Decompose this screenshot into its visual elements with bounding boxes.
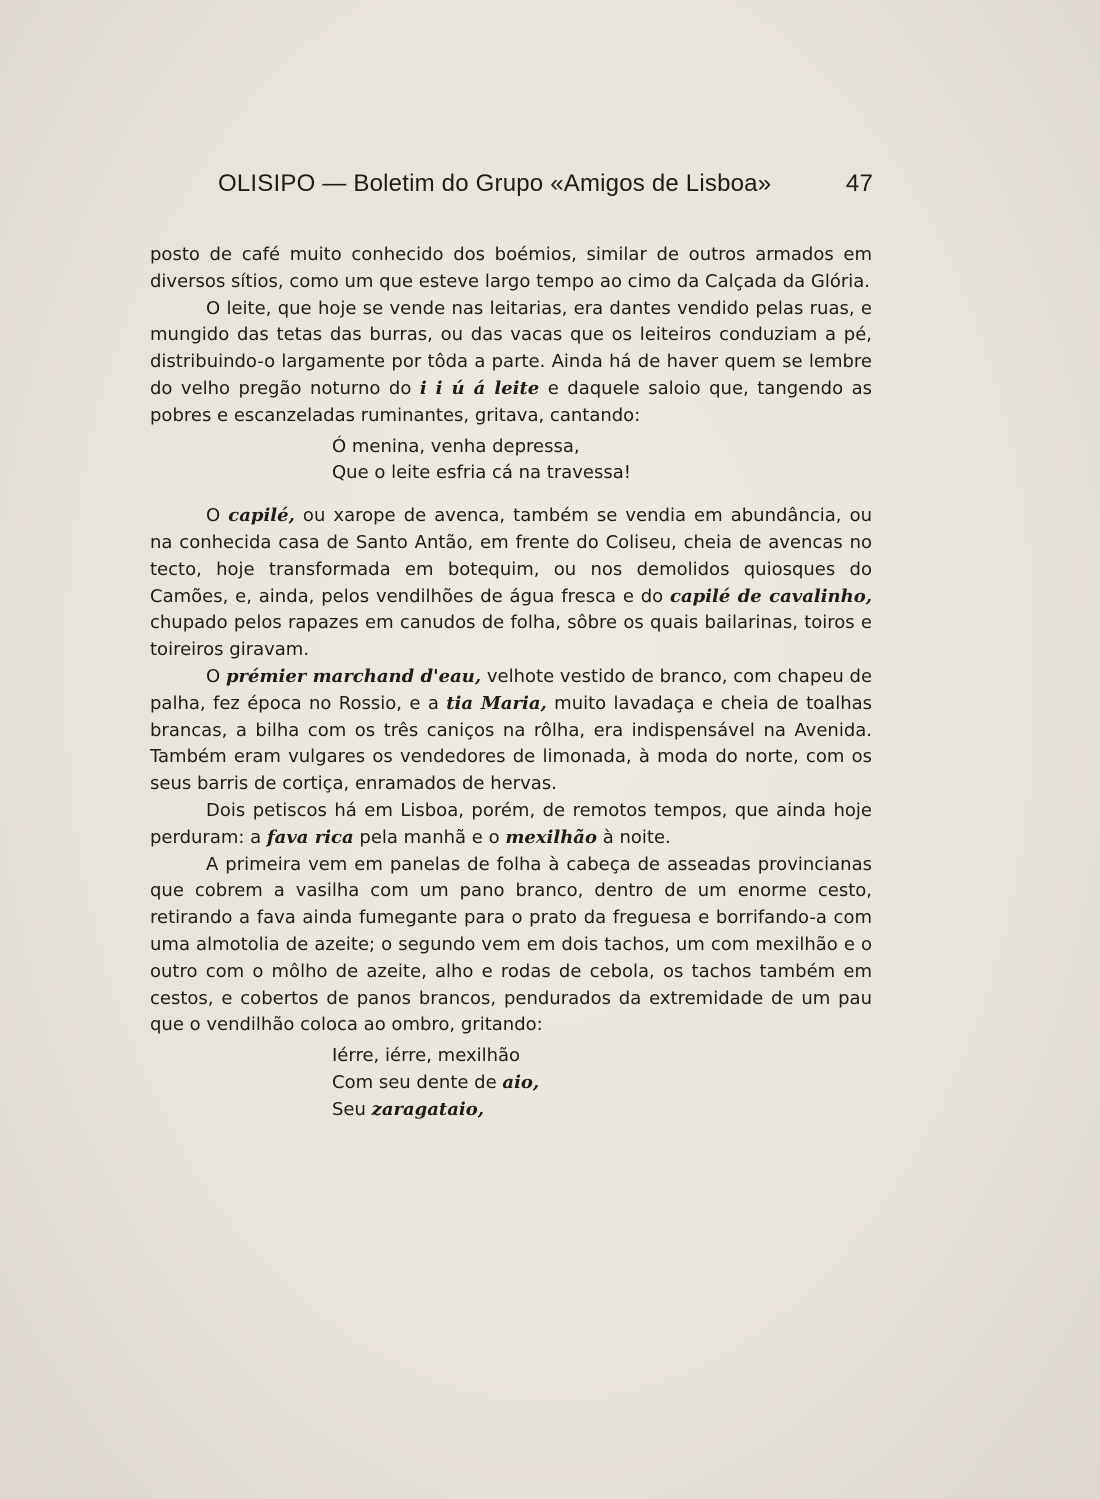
paragraph-3-italic-1: capilé, xyxy=(228,505,295,527)
paragraph-6: A primeira vem em panelas de folha à cabeça de asseadas provincianas que cobrem a vasilha com um pano branco, dentro de um enorme cesto, retirando a fava ainda fumegante para o prato da freguesa e borrifando-a com uma almotolia de azeite; o segundo vem em dois tachos, um com mexilhão e o outro com o môlho de azeite, alho e rodas de cebola, os tachos também em cestos, e cobertos de panos brancos, pendurados da extremidade de um pau que o vendilhão coloca ao ombro, gritando: xyxy=(150,853,872,1036)
paragraph-3-text-b: ou xarope de avenca, também se vendia em abundância, ou na conhecida casa de Santo Antão, em frente do Coliseu, cheia de avencas no tecto, hoje transformada em botequim, ou nos demolidos quiosques do Camões, e, ainda, pelos vendilhões de água fresca e do xyxy=(150,505,873,607)
paragraph-5-text-b: pela manhã e o xyxy=(353,826,506,848)
verse-2-line-2 xyxy=(332,1070,872,1097)
paragraph-5-text-c: à noite. xyxy=(596,826,671,848)
verse-2-line-1: Iérre, iérre, mexilhão xyxy=(332,1045,521,1067)
verse-2-line-3-italic: zaragataio, xyxy=(371,1098,485,1120)
paragraph-4-text-a: O xyxy=(206,665,226,687)
body-text xyxy=(150,242,872,1124)
paragraph-4-text-c: muito lavadaça e cheia de toalhas brancas, a bilha com os três caniços na rôlha, era indispensável na Avenida. Também eram vulgares os vendedores de limonada, à moda do norte, com os seus barris de cortiça, enramados de hervas. xyxy=(150,692,873,795)
verse-1-line-1: Ó menina, venha depressa, xyxy=(332,435,580,457)
paragraph-2 xyxy=(150,296,872,430)
paragraph-3-text-c: chupado pelos rapazes em canudos de folha, sôbre os quais bailarinas, toiros e toireiros giravam. xyxy=(150,612,872,661)
running-header xyxy=(218,170,873,198)
paragraph-4-italic-1: prémier marchand d'eau, xyxy=(225,665,482,687)
verse-1-line-2: Que o leite esfria cá na travessa! xyxy=(332,462,632,484)
paragraph-4-italic-2: tia Maria, xyxy=(446,692,547,714)
paragraph-2-text-b: e daquele saloio que, tangendo as pobres e escanzeladas ruminantes, gritava, cantando: xyxy=(150,377,872,426)
verse-2-line-3 xyxy=(332,1097,872,1124)
paragraph-3 xyxy=(150,503,872,664)
verse-2-line-2-text: Com seu dente de xyxy=(332,1071,503,1093)
paragraph-2-italic: i i ú á leite xyxy=(419,377,540,399)
verse-2-line-2-italic: aio, xyxy=(502,1071,540,1093)
paragraph-3-text-a: O xyxy=(206,505,229,527)
verse-1 xyxy=(332,434,872,488)
paragraph-5-italic-2: mexilhão xyxy=(505,826,597,848)
paragraph-5-italic-1: fava rica xyxy=(266,826,354,848)
page-number: 47 xyxy=(845,170,873,197)
paragraph-4 xyxy=(150,664,872,798)
verse-2 xyxy=(332,1043,872,1123)
paragraph-2-text-a: O leite, que hoje se vende nas leitarias, era dantes vendido pelas ruas, e mungido das tetas das burras, ou das vacas que os leiteiros conduziam a pé, distribuindo-o largamente por tôda a parte. Ainda há de haver quem se lembre do velho pregão noturno do xyxy=(150,297,872,399)
verse-2-line-3-text: Seu xyxy=(332,1098,372,1120)
paragraph-4-text-b: velhote vestido de branco, com chapeu de palha, fez época no Rossio, e a xyxy=(150,665,873,714)
paragraph-5 xyxy=(150,798,872,852)
journal-title: OLISIPO — Boletim do Grupo «Amigos de Lisboa» xyxy=(218,170,772,197)
paragraph-3-italic-2: capilé de cavalinho, xyxy=(670,585,872,607)
paragraph-1: posto de café muito conhecido dos boémios, similar de outros armados em diversos sítios, como um que esteve largo tempo ao cimo da Calçada da Glória. xyxy=(150,244,872,292)
paragraph-5-text-a: Dois petiscos há em Lisboa, porém, de remotos tempos, que ainda hoje perduram: a xyxy=(150,799,872,848)
